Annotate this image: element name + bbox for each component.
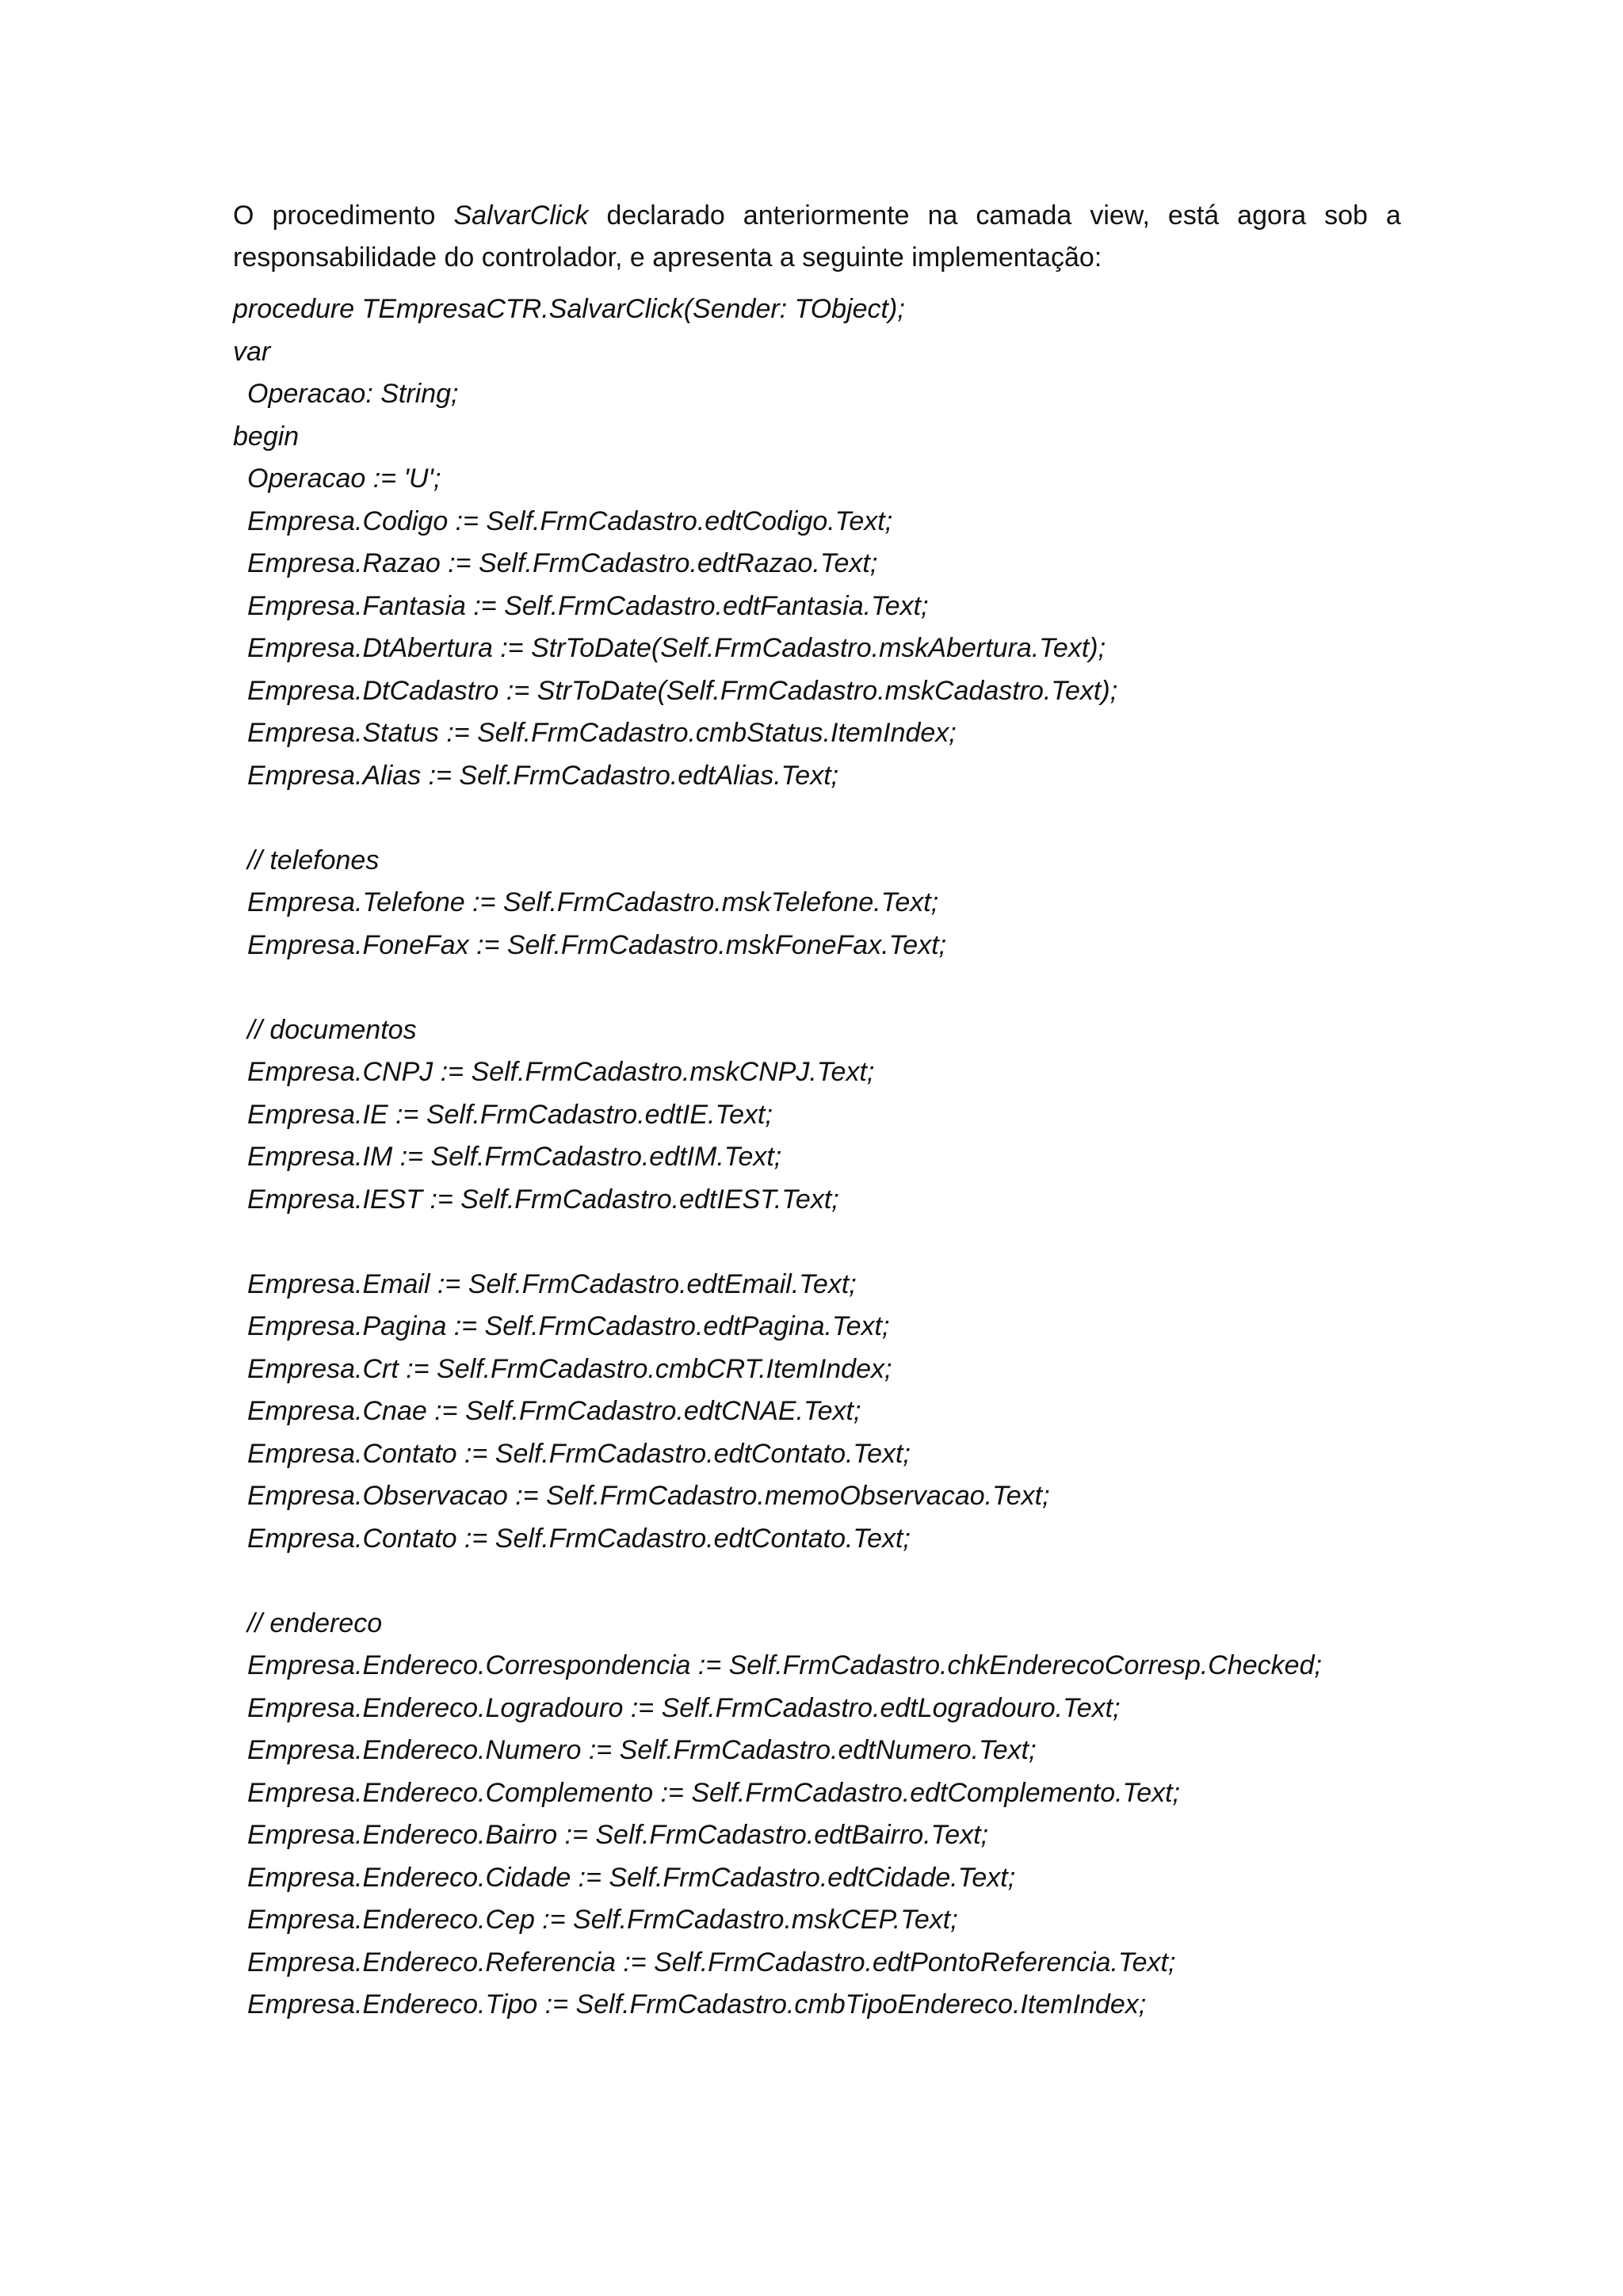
intro-paragraph xyxy=(233,195,1401,279)
code-line: Empresa.Status := Self.FrmCadastro.cmbStatus.ItemIndex; xyxy=(247,718,957,748)
code-line: Empresa.DtAbertura := StrToDate(Self.FrmCadastro.mskAbertura.Text); xyxy=(247,633,1106,663)
intro-word: declarado xyxy=(606,200,725,231)
code-line: Empresa.Razao := Self.FrmCadastro.edtRazao.Text; xyxy=(247,548,878,578)
code-signature: procedure TEmpresaCTR.SalvarClick(Sender: TObject); xyxy=(233,294,905,324)
intro-line-2: responsabilidade do controlador, e apresenta a seguinte implementação: xyxy=(233,242,1102,273)
code-line: Empresa.CNPJ := Self.FrmCadastro.mskCNPJ.Text; xyxy=(247,1057,875,1087)
code-line: Empresa.Fantasia := Self.FrmCadastro.edtFantasia.Text; xyxy=(247,590,929,621)
code-line: Empresa.Endereco.Cidade := Self.FrmCadastro.edtCidade.Text; xyxy=(247,1862,1016,1893)
code-line: Empresa.Telefone := Self.FrmCadastro.mskTelefone.Text; xyxy=(247,887,939,917)
intro-word-procedure-name: SalvarClick xyxy=(453,200,589,231)
code-blank-line xyxy=(233,797,1401,840)
intro-word: sob xyxy=(1324,200,1368,231)
code-line: Empresa.DtCadastro := StrToDate(Self.FrmCadastro.mskCadastro.Text); xyxy=(247,675,1118,706)
code-line: Empresa.Pagina := Self.FrmCadastro.edtPagina.Text; xyxy=(247,1311,890,1341)
code-line: Empresa.Codigo := Self.FrmCadastro.edtCodigo.Text; xyxy=(247,505,893,536)
code-line: Empresa.Endereco.Referencia := Self.FrmCadastro.edtPontoReferencia.Text; xyxy=(247,1947,1176,1978)
code-block-telefones xyxy=(233,840,1401,967)
code-line: Empresa.Contato := Self.FrmCadastro.edtContato.Text; xyxy=(247,1438,911,1469)
code-line: Empresa.Endereco.Logradouro := Self.FrmCadastro.edtLogradouro.Text; xyxy=(247,1692,1121,1723)
code-comment: // endereco xyxy=(247,1608,383,1638)
code-var-declaration: Operacao: String; xyxy=(247,379,459,409)
code-block-documentos xyxy=(233,1009,1401,1222)
intro-word: camada xyxy=(976,200,1072,231)
code-line: Empresa.Cnae := Self.FrmCadastro.edtCNAE.Text; xyxy=(247,1396,861,1426)
code-line: Empresa.Endereco.Tipo := Self.FrmCadastro.cmbTipoEndereco.ItemIndex; xyxy=(247,1989,1147,2019)
code-var-keyword: var xyxy=(233,336,271,367)
code-block-outros xyxy=(233,1264,1401,1561)
code-line: Empresa.Crt := Self.FrmCadastro.cmbCRT.ItemIndex; xyxy=(247,1353,892,1384)
code-line: Empresa.FoneFax := Self.FrmCadastro.mskFoneFax.Text; xyxy=(247,929,947,960)
intro-word: agora xyxy=(1237,200,1307,231)
code-blank-line xyxy=(233,967,1401,1009)
code-line: Empresa.Endereco.Complemento := Self.FrmCadastro.edtComplemento.Text; xyxy=(247,1777,1181,1808)
code-line: Empresa.Observacao := Self.FrmCadastro.memoObservacao.Text; xyxy=(247,1481,1050,1511)
code-comment: // documentos xyxy=(247,1014,417,1045)
code-line: Empresa.Contato := Self.FrmCadastro.edtContato.Text; xyxy=(247,1523,911,1554)
intro-word: view, xyxy=(1090,200,1150,231)
code-line: Operacao := 'U'; xyxy=(247,463,441,494)
document-page xyxy=(233,195,1401,2027)
code-block-main xyxy=(233,458,1401,797)
code-comment: // telefones xyxy=(247,845,380,875)
code-line: Empresa.Endereco.Bairro := Self.FrmCadastro.edtBairro.Text; xyxy=(247,1820,989,1850)
code-line: Empresa.Endereco.Correspondencia := Self.FrmCadastro.chkEnderecoCorresp.Checked; xyxy=(247,1650,1322,1680)
intro-word: O xyxy=(233,200,254,231)
code-blank-line xyxy=(233,1560,1401,1603)
intro-word: anteriormente xyxy=(743,200,910,231)
code-blank-line xyxy=(233,1221,1401,1264)
code-line: Empresa.Endereco.Cep := Self.FrmCadastro.mskCEP.Text; xyxy=(247,1905,958,1935)
code-line: Empresa.IEST := Self.FrmCadastro.edtIEST.Text; xyxy=(247,1184,839,1215)
code-listing xyxy=(233,288,1401,2027)
code-line: Empresa.Alias := Self.FrmCadastro.edtAlias.Text; xyxy=(247,760,839,791)
intro-word: na xyxy=(927,200,958,231)
intro-word: procedimento xyxy=(272,200,436,231)
code-begin-keyword: begin xyxy=(233,421,300,452)
code-line: Empresa.IM := Self.FrmCadastro.edtIM.Text; xyxy=(247,1142,782,1172)
code-block-endereco xyxy=(233,1603,1401,2027)
intro-word: está xyxy=(1167,200,1220,231)
intro-word: a xyxy=(1385,200,1401,231)
code-line: Empresa.IE := Self.FrmCadastro.edtIE.Text; xyxy=(247,1099,773,1130)
intro-line-1 xyxy=(233,195,1401,237)
code-line: Empresa.Endereco.Numero := Self.FrmCadastro.edtNumero.Text; xyxy=(247,1735,1037,1765)
code-line: Empresa.Email := Self.FrmCadastro.edtEmail.Text; xyxy=(247,1268,857,1299)
